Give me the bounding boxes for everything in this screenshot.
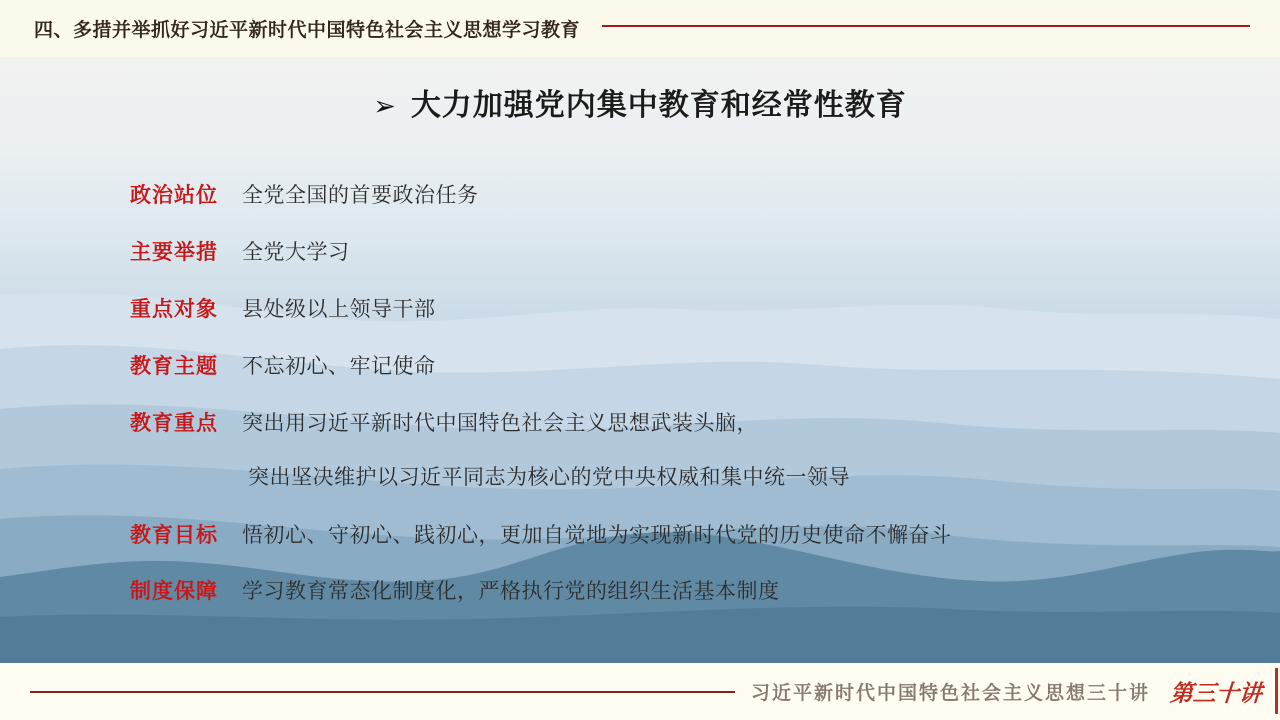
list-item <box>130 410 758 438</box>
header-title: 四、多措并举抓好习近平新时代中国特色社会主义思想学习教育 <box>34 20 581 41</box>
list-item <box>130 522 952 550</box>
slide-header <box>0 0 1280 57</box>
slide-title-text: 大力加强党内集中教育和经常性教育 <box>410 89 907 122</box>
footer-accent-mark <box>1275 668 1278 714</box>
arrow-bullet-icon: ➢ <box>373 91 397 121</box>
item-text: 县处级以上领导干部 <box>242 298 436 321</box>
footer-lecture-number: 第三十讲 <box>1168 680 1263 707</box>
item-text: 突出用习近平新时代中国特色社会主义思想武装头脑， <box>242 412 758 435</box>
item-label: 教育目标 <box>130 524 218 547</box>
list-item <box>130 578 780 606</box>
item-label: 教育重点 <box>130 412 218 435</box>
item-label: 主要举措 <box>130 241 218 264</box>
list-item <box>130 353 436 381</box>
slide-footer <box>0 663 1280 720</box>
item-text: 学习教育常态化制度化，严格执行党的组织生活基本制度 <box>242 580 780 603</box>
item-text: 全党全国的首要政治任务 <box>242 184 479 207</box>
footer-series-title: 习近平新时代中国特色社会主义思想三十讲 <box>750 683 1150 704</box>
item-label: 政治站位 <box>130 184 218 207</box>
list-item <box>130 182 479 210</box>
list-item <box>130 239 350 267</box>
item-label: 制度保障 <box>130 580 218 603</box>
header-rule <box>602 25 1250 27</box>
item-text: 悟初心、守初心、践初心，更加自觉地为实现新时代党的历史使命不懈奋斗 <box>242 524 952 547</box>
list-item <box>130 296 436 324</box>
item-text: 不忘初心、牢记使命 <box>242 355 436 378</box>
item-text-continuation: 突出坚决维护以习近平同志为核心的党中央权威和集中统一领导 <box>248 466 850 489</box>
item-label: 教育主题 <box>130 355 218 378</box>
item-label: 重点对象 <box>130 298 218 321</box>
mountain-background-image <box>0 57 1280 663</box>
slide-title <box>0 80 1280 124</box>
footer-rule <box>30 691 735 693</box>
item-text: 全党大学习 <box>242 241 350 264</box>
